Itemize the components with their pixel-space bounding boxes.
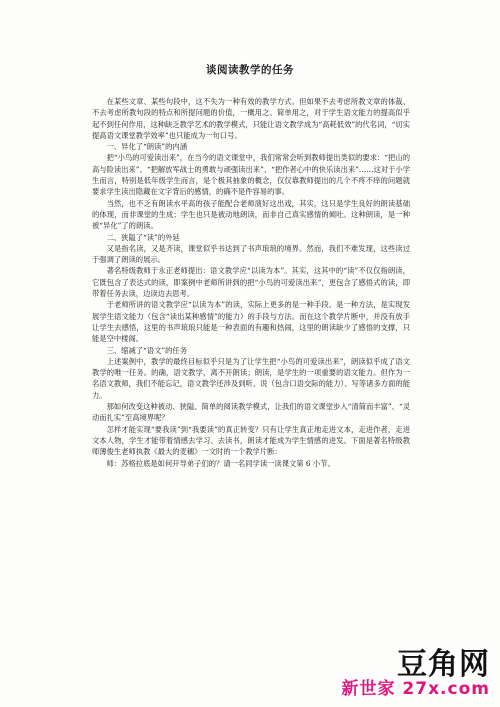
watermark-logo: 豆角网 — [397, 647, 490, 682]
paragraph: 当然，也不乏有朗读水平高的孩子能配合老师演好这出戏，其实，这只是学生良好的朗读基础的体现，而非课堂的生成；学生也只是被动地朗读，而非自己真实感情的倾吐。这种朗读，是一种被“异化”了的朗读。 — [92, 198, 410, 231]
watermark — [340, 639, 490, 699]
paragraph: 又是指名读，又是齐读，课堂似乎书达到了书声琅琅的境界。然而，我们不难发现，这些读过于强调了朗读的展示。 — [92, 243, 410, 265]
document-title: 谈阅读教学的任务 — [206, 64, 294, 76]
paragraph: 怎样才能实现“要我读”到“我要读”的真正转变？只有让学生真正地走进文本，走进作者，走进文本人物，学生才能带着情感去学习、去读书，朗读才能成为学生情感的迸发。下面是著名特级教师薄俊生老师执教《最大的麦穗》一文时的一个教学片断： — [92, 424, 410, 457]
paragraph: 在某些文章、某些句段中，这不失为一种有效的教学方式。但如果不去考虑所教文章的体裁、不去考虑所教句段的特点和所提问题的价值，一概用之、简单用之，对于学生语文能力的提高似乎起不到任何作用，这种缺乏教学艺术的教学模式，只能让语文教学成为“高耗低效”的代名词，“切实提高语文课堂教学效率”也只能成为一句口号。 — [92, 97, 410, 140]
section-heading: 二、狭隘了“读”的外延 — [106, 232, 180, 242]
section-heading: 一、异化了“朗读”的内涵 — [106, 142, 188, 152]
paragraph: 把“小鸟的可爱读出来”，在当今的语文课堂中，我们常常会听到教师提出类似的要求：“把山的高与险读出来”、“把解放军战士的勇敢与顽强读出来”、“把作者心中的快乐读出来”……这对于小学生而言，特别是低年级学生而言，是个极其抽象的概念，仅仅靠教师提出的几个不疼不痒的问题就要求学生读出隐藏在文字背后的感情，的确不是件容易的事。 — [92, 153, 410, 197]
paragraph: 于老师所讲的语文教学应“以读为本”的读，实际上更多的是一种手段、是一种方法，是实现发展学生语文能力（包含“读出某种感情”的能力）的手段与方法。而在这个教学片断中，并没有放手让学生去感悟，这里的书声琅琅只能是一种表面的有趣和热闹，这里的朗读缺少了感悟的支撑，只能是空中楼阁。 — [92, 300, 410, 344]
paragraph: 师：苏格拉底是如何开导弟子们的？请一名同学读一读课文第 6 小节。 — [106, 458, 335, 468]
paragraph: 那如何改变这种被动、狭隘、简单的阅读教学模式，让我们的语文课堂步入“清简而丰富”、“灵动而扎实”至高境界呢？ — [92, 402, 410, 423]
paragraph: 上述案例中，教学的最终目标似乎只是为了让学生把“小鸟的可爱读出来”，朗读似乎成了语文教学的唯一任务。的确，语文教学，离不开朗读；朗读，是学生的一项重要的语文能力。但作为一名语文教师，我们不能忘记，语文教学还涉及到听、说（包含口语交际的能力）、写等诸多方面的能力。 — [92, 356, 410, 400]
document-body — [92, 96, 410, 469]
watermark-site-text: 新世家 27x.com — [341, 679, 490, 699]
paragraph: 著名特级教师于永正老师提出：语文教学应“以读为本”。其实，这其中的“读”不仅仅指朗读，它既包含了表达式的读，即案例中老师所讲到的把“小鸟的可爱读出来”，更包含了感悟式的读，即带着任务去读，边读边去思考。 — [92, 266, 410, 299]
section-heading: 三、缩减了“语文”的任务 — [106, 345, 188, 355]
